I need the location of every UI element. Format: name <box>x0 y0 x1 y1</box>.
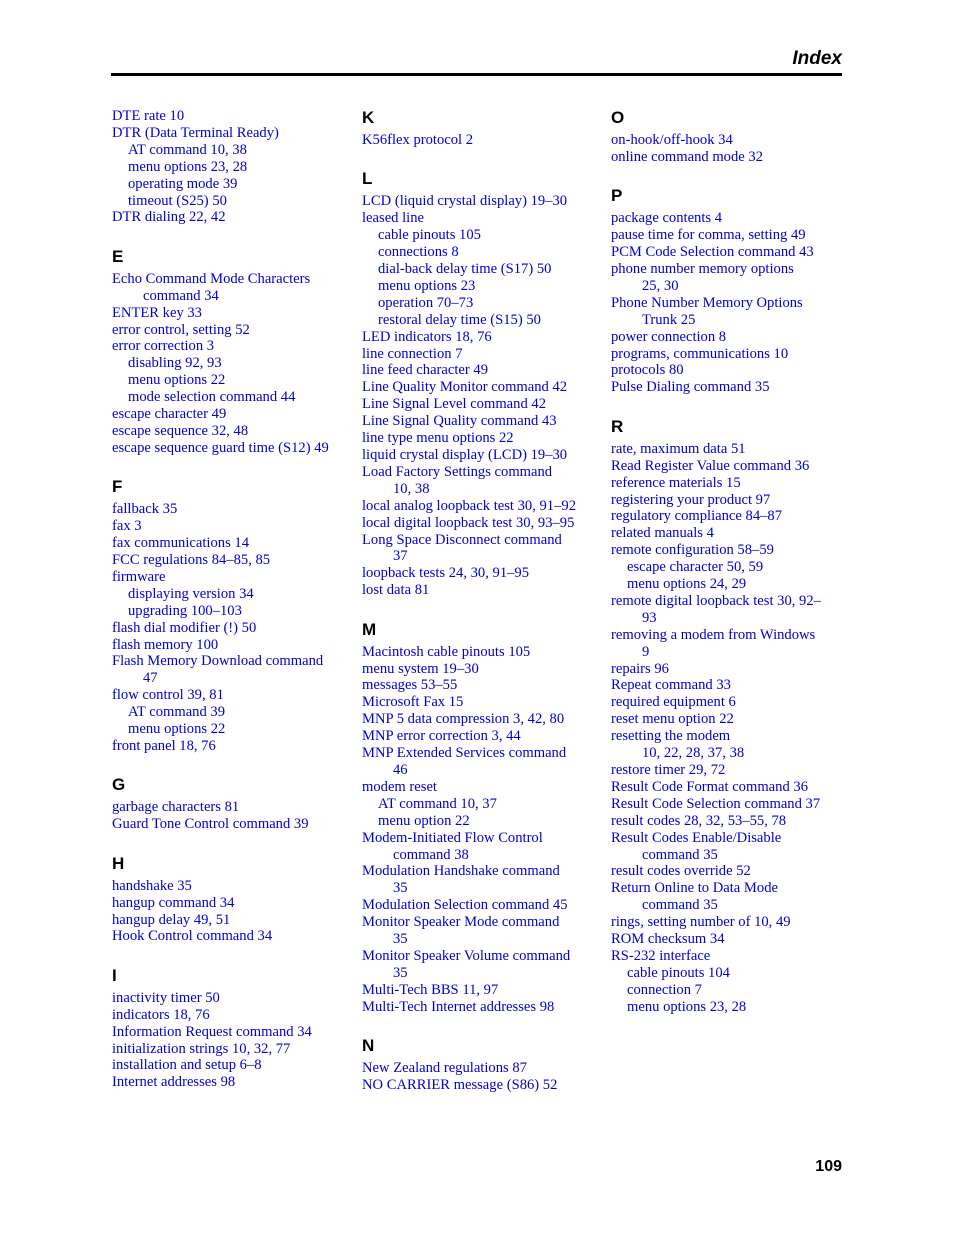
index-entry[interactable]: line feed character 49 <box>362 362 488 379</box>
index-subentry[interactable]: Trunk 25 <box>642 311 696 328</box>
index-entry[interactable]: Hook Control command 34 <box>112 928 273 945</box>
index-entry[interactable]: NO CARRIER message (S86) 52 <box>362 1077 558 1093</box>
index-entry[interactable]: Return Online to Data Mode <box>611 880 778 897</box>
index-entry[interactable]: escape sequence guard time (S12) 49 <box>112 439 329 456</box>
index-entry[interactable]: fax 3 <box>112 518 142 535</box>
index-section <box>112 966 347 1091</box>
index-entry[interactable]: RS-232 interface <box>611 947 711 964</box>
index-entry[interactable]: repairs 96 <box>611 660 669 677</box>
index-subentry[interactable]: mode selection command 44 <box>128 389 296 406</box>
index-letter-heading: N <box>362 1036 375 1056</box>
index-section <box>611 417 846 1016</box>
index-entry[interactable]: Modulation Selection command 45 <box>362 897 568 914</box>
index-letter-heading: G <box>112 775 126 795</box>
index-entry[interactable]: garbage characters 81 <box>112 799 240 816</box>
index-section <box>362 620 597 1016</box>
index-entry[interactable]: error control, setting 52 <box>112 321 250 338</box>
index-subentry[interactable]: upgrading 100–103 <box>128 602 242 619</box>
index-subentry[interactable]: AT command 39 <box>128 704 226 721</box>
index-letter-heading: H <box>112 853 125 873</box>
index-entry[interactable]: Monitor Speaker Mode command <box>362 914 560 931</box>
index-entry[interactable]: hangup delay 49, 51 <box>112 911 231 928</box>
index-entry[interactable]: programs, communications 10 <box>611 345 789 362</box>
page-number: 109 <box>815 1158 842 1175</box>
index-entry[interactable]: Multi-Tech BBS 11, 97 <box>362 981 499 998</box>
index-letter-heading: F <box>112 477 123 497</box>
index-entry[interactable]: lost data 81 <box>362 582 430 599</box>
index-entry[interactable]: MNP 5 data compression 3, 42, 80 <box>362 711 565 728</box>
index-entry[interactable]: rings, setting number of 10, 49 <box>611 914 791 931</box>
index-entry[interactable]: on-hook/off-hook 34 <box>611 132 733 148</box>
index-entry[interactable]: Result Codes Enable/Disable <box>611 829 782 846</box>
index-entry[interactable]: phone number memory options <box>611 261 794 278</box>
index-entry[interactable]: initialization strings 10, 32, 77 <box>112 1040 291 1057</box>
index-entry[interactable]: Monitor Speaker Volume command <box>362 947 571 964</box>
index-entry[interactable]: MNP error correction 3, 44 <box>362 728 521 745</box>
index-entry[interactable]: LED indicators 18, 76 <box>362 328 492 345</box>
index-subentry[interactable]: menu options 22 <box>128 372 226 389</box>
index-subentry[interactable]: operation 70–73 <box>378 294 474 311</box>
index-subentry[interactable]: cable pinouts 105 <box>378 227 481 244</box>
index-entry[interactable]: indicators 18, 76 <box>112 1006 210 1023</box>
index-entry[interactable]: Internet addresses 98 <box>112 1074 236 1091</box>
index-subentry[interactable]: 25, 30 <box>642 277 679 294</box>
index-entry[interactable]: related manuals 4 <box>611 525 714 542</box>
index-letter-heading: L <box>362 169 373 189</box>
index-section <box>362 1036 597 1094</box>
index-subentry[interactable]: menu options 23, 28 <box>627 998 747 1015</box>
index-subentry[interactable]: AT command 10, 37 <box>378 795 497 812</box>
index-entry[interactable]: online command mode 32 <box>611 148 763 165</box>
index-entry[interactable]: removing a modem from Windows <box>611 626 816 643</box>
index-entry[interactable]: Guard Tone Control command 39 <box>112 816 309 833</box>
index-letter-heading: R <box>611 416 624 436</box>
index-entry[interactable]: ROM checksum 34 <box>611 931 725 948</box>
index-entry[interactable]: local digital loopback test 30, 93–95 <box>362 514 575 531</box>
index-subentry[interactable]: 35 <box>393 964 408 981</box>
index-entry[interactable]: result codes 28, 32, 53–55, 78 <box>611 812 787 829</box>
index-entry[interactable]: Repeat command 33 <box>611 677 731 694</box>
running-header-title: Index <box>792 48 842 69</box>
index-entry[interactable]: liquid crystal display (LCD) 19–30 <box>362 447 568 463</box>
index-entry[interactable]: Phone Number Memory Options <box>611 294 803 311</box>
index-subentry[interactable]: cable pinouts 104 <box>627 964 730 981</box>
index-subentry[interactable]: 9 <box>642 643 650 660</box>
index-entry[interactable]: LCD (liquid crystal display) 19–30 <box>362 193 568 210</box>
index-entry[interactable]: hangup command 34 <box>112 894 235 911</box>
index-column-3 <box>611 108 846 1036</box>
index-section <box>112 108 347 226</box>
index-subentry[interactable]: 46 <box>393 762 408 778</box>
index-subentry[interactable]: menu options 24, 29 <box>627 576 747 593</box>
index-subentry[interactable]: 35 <box>393 931 408 948</box>
index-entry[interactable]: FCC regulations 84–85, 85 <box>112 552 271 569</box>
index-entry[interactable]: ENTER key 33 <box>112 304 202 321</box>
index-entry[interactable]: handshake 35 <box>112 877 192 894</box>
index-subentry[interactable]: escape character 50, 59 <box>627 559 764 576</box>
index-entry[interactable]: menu system 19–30 <box>362 660 479 677</box>
index-subentry[interactable]: AT command 10, 38 <box>128 141 247 158</box>
index-entry[interactable]: Echo Command Mode Characters <box>112 270 311 287</box>
index-entry[interactable]: front panel 18, 76 <box>112 738 216 754</box>
index-subentry[interactable]: command 35 <box>642 897 718 914</box>
index-entry[interactable]: Read Register Value command 36 <box>611 457 810 474</box>
index-entry[interactable]: Result Code Format command 36 <box>611 778 808 795</box>
index-entry[interactable]: fax communications 14 <box>112 535 249 552</box>
index-entry[interactable]: remote digital loopback test 30, 92– <box>611 592 821 609</box>
index-entry[interactable]: Microsoft Fax 15 <box>362 694 464 711</box>
index-subentry[interactable]: 35 <box>393 880 408 897</box>
index-entry[interactable]: required equipment 6 <box>611 694 736 711</box>
index-subentry[interactable]: 10, 38 <box>393 480 430 497</box>
index-entry[interactable]: Modulation Handshake command <box>362 863 560 880</box>
index-subentry[interactable]: 10, 22, 28, 37, 38 <box>642 745 745 762</box>
index-entry[interactable]: flash dial modifier (!) 50 <box>112 619 257 636</box>
index-letter-heading: O <box>611 108 625 127</box>
index-subentry[interactable]: timeout (S25) 50 <box>128 192 227 209</box>
index-entry[interactable]: escape character 49 <box>112 406 227 423</box>
index-section <box>611 108 846 166</box>
index-entry[interactable]: installation and setup 6–8 <box>112 1057 262 1074</box>
index-subentry[interactable]: 93 <box>642 609 657 626</box>
index-entry[interactable]: modem reset <box>362 778 437 795</box>
index-entry[interactable]: local analog loopback test 30, 91–92 <box>362 497 576 514</box>
index-column-2 <box>362 108 597 1114</box>
index-entry[interactable]: Line Signal Quality command 43 <box>362 413 557 430</box>
index-subentry[interactable]: connections 8 <box>378 244 459 261</box>
index-entry[interactable]: package contents 4 <box>611 210 723 227</box>
index-entry[interactable]: Result Code Selection command 37 <box>611 795 821 812</box>
index-entry[interactable]: power connection 8 <box>611 328 727 345</box>
index-section <box>112 247 347 457</box>
index-subentry[interactable]: command 35 <box>642 846 718 863</box>
index-entry[interactable]: reference materials 15 <box>611 474 741 491</box>
index-entry[interactable]: Information Request command 34 <box>112 1023 312 1040</box>
index-entry[interactable]: regulatory compliance 84–87 <box>611 508 783 525</box>
index-entry[interactable]: escape sequence 32, 48 <box>112 423 249 439</box>
index-entry[interactable]: leased line <box>362 210 424 227</box>
index-entry[interactable]: DTE rate 10 <box>112 108 185 124</box>
index-subentry[interactable]: restoral delay time (S15) 50 <box>378 311 541 328</box>
index-letter-heading: K <box>362 108 375 127</box>
index-entry[interactable]: protocols 80 <box>611 362 684 379</box>
index-entry[interactable]: PCM Code Selection command 43 <box>611 244 814 261</box>
index-section <box>112 775 347 833</box>
index-subentry[interactable]: 47 <box>143 670 158 687</box>
index-entry[interactable]: Modem-Initiated Flow Control <box>362 829 543 846</box>
index-entry[interactable]: pause time for comma, setting 49 <box>611 227 806 244</box>
index-entry[interactable]: flash memory 100 <box>112 636 219 653</box>
index-entry[interactable]: remote configuration 58–59 <box>611 542 774 559</box>
index-section <box>362 169 597 599</box>
index-entry[interactable]: New Zealand regulations 87 <box>362 1060 527 1077</box>
index-entry[interactable]: result codes override 52 <box>611 863 751 880</box>
index-entry[interactable]: Macintosh cable pinouts 105 <box>362 643 531 660</box>
index-section <box>611 186 846 396</box>
header-rule <box>111 73 842 76</box>
index-subentry[interactable]: dial-back delay time (S17) 50 <box>378 261 552 278</box>
index-entry[interactable]: DTR (Data Terminal Ready) <box>112 124 279 141</box>
index-subentry[interactable]: command 38 <box>393 846 469 863</box>
index-entry[interactable]: line connection 7 <box>362 345 463 362</box>
index-subentry[interactable]: menu options 23, 28 <box>128 158 248 175</box>
index-entry[interactable]: K56flex protocol 2 <box>362 132 474 148</box>
index-entry[interactable]: Load Factory Settings command <box>362 463 553 480</box>
index-subentry[interactable]: connection 7 <box>627 981 702 998</box>
index-entry[interactable]: Pulse Dialing command 35 <box>611 379 770 396</box>
index-entry[interactable]: Long Space Disconnect command <box>362 531 562 548</box>
index-column-1 <box>112 108 347 1112</box>
index-entry[interactable]: Line Quality Monitor command 42 <box>362 379 568 396</box>
index-entry[interactable]: Flash Memory Download command <box>112 653 324 670</box>
index-entry[interactable]: firmware <box>112 568 166 585</box>
index-entry[interactable]: fallback 35 <box>112 501 178 518</box>
index-entry[interactable]: loopback tests 24, 30, 91–95 <box>362 565 530 582</box>
index-section <box>112 854 347 946</box>
index-entry[interactable]: reset menu option 22 <box>611 711 734 728</box>
index-letter-heading: I <box>112 965 117 985</box>
index-entry[interactable]: Line Signal Level command 42 <box>362 396 546 413</box>
index-section <box>112 477 347 755</box>
index-entry[interactable]: resetting the modem <box>611 728 731 745</box>
index-entry[interactable]: registering your product 97 <box>611 491 771 508</box>
index-entry[interactable]: rate, maximum data 51 <box>611 440 746 457</box>
index-subentry[interactable]: menu options 23 <box>378 277 476 294</box>
index-entry[interactable]: Multi-Tech Internet addresses 98 <box>362 998 555 1015</box>
index-letter-heading: P <box>611 186 623 206</box>
index-entry[interactable]: inactivity timer 50 <box>112 989 220 1006</box>
index-subentry[interactable]: command 34 <box>143 287 219 304</box>
index-entry[interactable]: MNP Extended Services command <box>362 745 567 762</box>
index-entry[interactable]: error correction 3 <box>112 338 215 355</box>
index-subentry[interactable]: operating mode 39 <box>128 175 238 192</box>
index-entry[interactable]: DTR dialing 22, 42 <box>112 209 226 226</box>
index-entry[interactable]: restore timer 29, 72 <box>611 762 726 778</box>
index-subentry[interactable]: displaying version 34 <box>128 585 254 602</box>
index-letter-heading: E <box>112 246 124 266</box>
index-entry[interactable]: line type menu options 22 <box>362 430 514 447</box>
index-letter-heading: M <box>362 619 377 639</box>
index-subentry[interactable]: menu option 22 <box>378 812 470 829</box>
index-subentry[interactable]: 37 <box>393 548 408 565</box>
index-subentry[interactable]: disabling 92, 93 <box>128 355 222 372</box>
index-section <box>362 108 597 149</box>
index-entry[interactable]: messages 53–55 <box>362 677 458 694</box>
index-subentry[interactable]: menu options 22 <box>128 721 226 738</box>
index-entry[interactable]: flow control 39, 81 <box>112 687 224 704</box>
